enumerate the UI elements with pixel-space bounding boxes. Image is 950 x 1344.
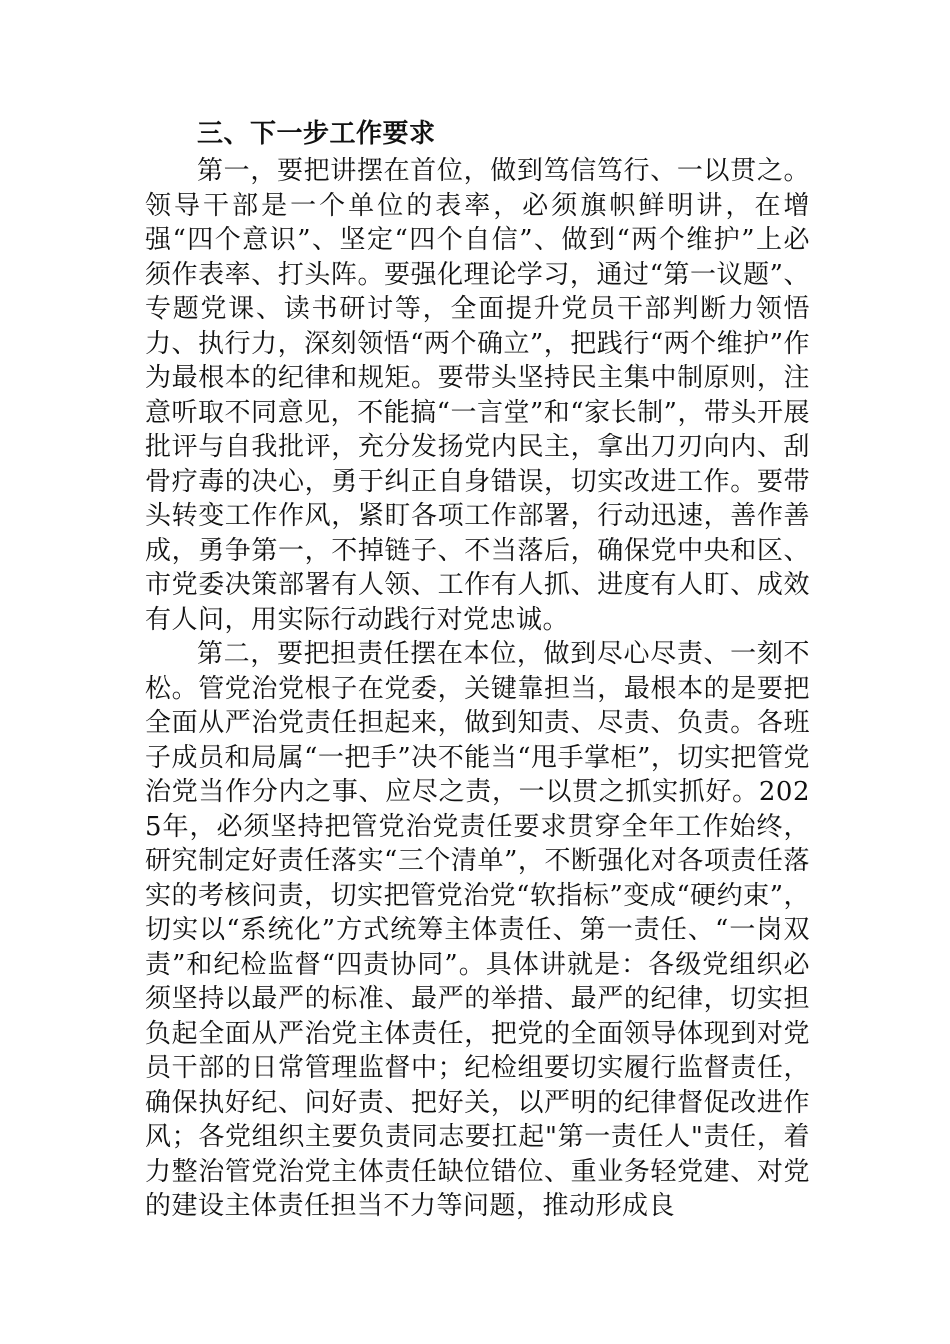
- paragraph-1: 第一，要把讲摆在首位，做到笃信笃行、一以贯之。领导干部是一个单位的表率，必须旗帜鲜明讲，在增强“四个意识”、坚定“四个自信”、做到“两个维护”上必须作表率、打头阵。要强化理论学习，通过“第一议题”、专题党课、读书研讨等，全面提升党员干部判断力领悟力、执行力，深刻领悟“两个确立”，把践行“两个维护”作为最根本的纪律和规矩。要带头坚持民主集中制原则，注意听取不同意见，不能搞“一言堂”和“家长制”，带头开展批评与自我批评，充分发扬党内民主，拿出刀刃向内、刮骨疗毒的决心，勇于纠正自身错误，切实改进工作。要带头转变工作作风，紧盯各项工作部署，行动迅速，善作善成，勇争第一，不掉链子、不当落后，确保党中央和区、市党委决策部署有人领、工作有人抓、进度有人盯、成效有人问，用实际行动践行对党忠诚。: [145, 156, 810, 635]
- paragraph-2: 第二，要把担责任摆在本位，做到尽心尽责、一刻不松。管党治党根子在党委，关键靠担当，最根本的是要把全面从严治党责任担起来，做到知责、尽责、负责。各班子成员和局属“一把手”决不能当“甩手掌柜”，切实把管党治党当作分内之事、应尽之责，一以贯之抓实抓好。2025年，必须坚持把管党治党责任要求贯穿全年工作始终，研究制定好责任落实“三个清单”，不断强化对各项责任落实的考核问责，切实把管党治党“软指标”变成“硬约束”，切实以“系统化”方式统筹主体责任、第一责任、“一岗双责”和纪检监督“四责协同”。具体讲就是：各级党组织必须坚持以最严的标准、最严的举措、最严的纪律，切实担负起全面从严治党主体责任，把党的全面领导体现到对党员干部的日常管理监督中；纪检组要切实履行监督责任，确保执好纪、问好责、把好关，以严明的纪律督促改进作风；各党组织主要负责同志要扛起"第一责任人"责任，着力整治管党治党主体责任缺位错位、重业务轻党建、对党的建设主体责任担当不力等问题，推动形成良: [145, 639, 810, 1221]
- document-body: [145, 114, 810, 1224]
- section-heading: 三、下一步工作要求: [197, 119, 436, 149]
